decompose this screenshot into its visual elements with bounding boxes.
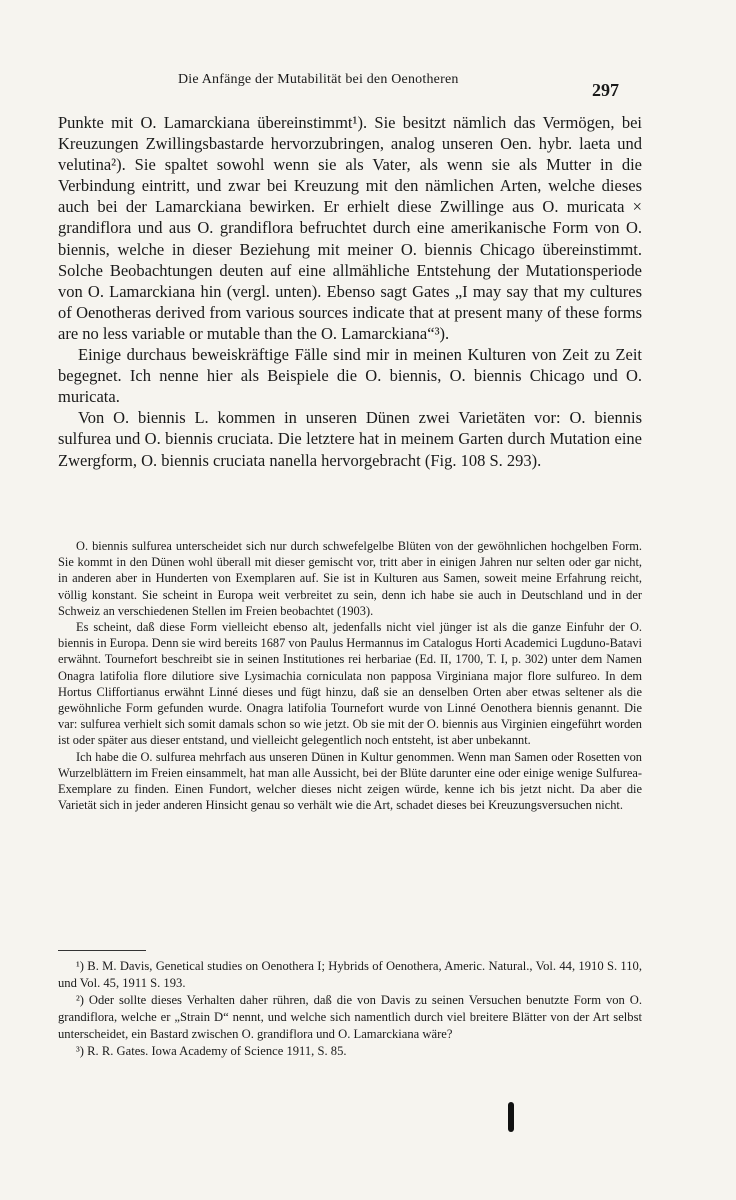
body-paragraph: Von O. biennis L. kommen in unseren Dünen zwei Varietäten vor: O. biennis sulfurea und O. biennis cruciata. Die letztere hat in meinem Garten durch Mutation eine Zwergform, O. biennis cruciata nanella hervorgebracht (Fig. 108 S. 293).	[58, 408, 642, 470]
running-title: Die Anfänge der Mutabilität bei den Oenotheren	[178, 72, 459, 87]
footnote-divider	[58, 950, 146, 951]
small-paragraph: O. biennis sulfurea unterscheidet sich nur durch schwefelgelbe Blüten von der gewöhnlichen hochgelben Form. Sie kommt in den Dünen wohl überall mit dieser gemischt vor, tritt aber in einigen Jahren nur selten oder gar nicht, in anderen aber in Hunderten von Exemplaren auf. Sie ist in Kulturen aus Samen, soweit meine Erfahrung reicht, völlig konstant. Sie scheint in Europa weit verbreitet zu sein, denn ich habe sie auch in Deutschland und in der Schweiz an verschiedenen Stellen im Freien beobachtet (1903).	[58, 539, 642, 618]
ink-blot	[508, 1102, 514, 1132]
small-paragraph: Es scheint, daß diese Form vielleicht ebenso alt, jedenfalls nicht viel jünger ist als die ganze Einfuhr der O. biennis in Europa. Denn sie wird bereits 1687 von Paulus Hermannus im Catalogus Horti Academici Lugduno-Batavi erwähnt. Tournefort beschreibt sie in seinen Institutiones rei herbariae (Ed. II, 1700, T. I, p. 302) unter dem Namen Onagra latifolia flore dilutiore sive Lysimachia corniculata non papposa Virginiana major flore sulfureo. In dem Hortus Cliffortianus erwähnt Linné dieses und fügt hinzu, daß sie an denselben Orten aber etwas seltener als die gewöhnliche Form gefunden wurde. Onagra latifolia Tournefort wurde von Linné Oenothera biennis genannt. Die var: sulfurea verhielt sich somit damals schon so wie jetzt. Ob sie mit der O. biennis aus Virginien eingeführt worden ist oder später aus dieser entstand, und vielleicht gelegentlich noch entsteht, ist aber unbekannt.	[58, 620, 642, 748]
page-number: 297	[592, 80, 619, 100]
small-print-section	[58, 538, 642, 813]
footnote: ¹) B. M. Davis, Genetical studies on Oenothera I; Hybrids of Oenothera, Americ. Natural., Vol. 44, 1910 S. 110, und Vol. 45, 1911 S. 193.	[58, 959, 642, 990]
body-paragraph: Einige durchaus beweiskräftige Fälle sind mir in meinen Kulturen von Zeit zu Zeit begegnet. Ich nenne hier als Beispiele die O. biennis, O. biennis Chicago und O. muricata.	[58, 345, 642, 407]
footnote: ³) R. R. Gates. Iowa Academy of Science 1911, S. 85.	[76, 1044, 347, 1058]
small-paragraph: Ich habe die O. sulfurea mehrfach aus unseren Dünen in Kultur genommen. Wenn man Samen oder Rosetten von Wurzelblättern im Freien einsammelt, hat man alle Aussicht, bei der Blüte darunter eine oder einige wenige Sulfurea-Exemplare zu finden. Einen Fundort, welcher dieses nicht zeigen würde, kenne ich bis jetzt nicht. Da aber die Varietät sich in jeder anderen Hinsicht genau so verhält wie die Art, schadet dieses bei Kreuzungsversuchen nicht.	[58, 749, 642, 813]
footnotes	[58, 958, 642, 1060]
page-header	[0, 72, 736, 102]
main-text	[58, 112, 642, 471]
body-paragraph: Punkte mit O. Lamarckiana übereinstimmt¹). Sie besitzt nämlich das Vermögen, bei Kreuzungen Zwillingsbastarde hervorzubringen, analog unseren Oen. hybr. laeta und velutina²). Sie spaltet sowohl wenn sie als Vater, als wenn sie als Mutter in die Verbindung eintritt, und zwar bei Kreuzung mit den nämlichen Arten, welche dieses auch bei der Lamarckiana bewirken. Er erhielt diese Zwillinge aus O. muricata × grandiflora und aus O. grandiflora befruchtet durch eine amerikanische Form von O. biennis, welche in dieser Beziehung mit meiner O. biennis Chicago übereinstimmt. Solche Beobachtungen deuten auf eine allmähliche Entstehung der Mutationsperiode von O. Lamarckiana hin (vergl. unten). Ebenso sagt Gates „I may say that my cultures of Oenotheras derived from various sources indicate that at present many of these forms are no less variable or mutable than the O. Lamarckiana“³).	[58, 113, 642, 343]
footnote: ²) Oder sollte dieses Verhalten daher rühren, daß die von Davis zu seinen Versuchen benutzte Form von O. grandiflora, welche er „Strain D“ nennt, und welche sich namentlich durch viel breitere Blätter von der Art selbst unterscheidet, ein Bastard zwischen O. grandiflora und O. Lamarckiana wäre?	[58, 993, 642, 1041]
